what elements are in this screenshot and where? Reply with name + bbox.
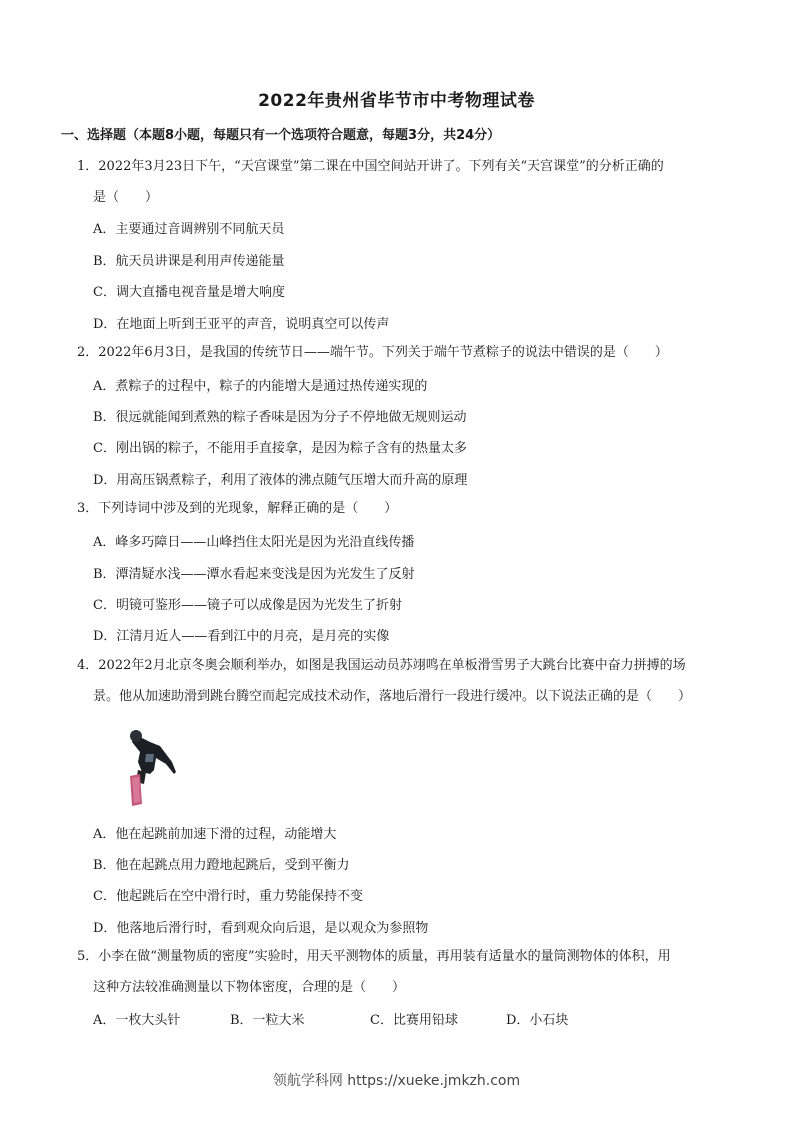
question-2-option-c: C．刚出锅的粽子，不能用手直接拿，是因为粽子含有的热量太多 xyxy=(93,441,467,456)
question-4-option-b: B．他在起跳点用力蹬地起跳后，受到平衡力 xyxy=(93,858,350,873)
footer-watermark: 领航学科网 https://xueke.jmkzh.com xyxy=(272,1073,521,1089)
question-3-stem: 3．下列诗词中涉及到的光现象，解释正确的是（ ） xyxy=(77,501,398,516)
question-5-option-c: C．比赛用铅球 xyxy=(370,1013,458,1028)
question-1 xyxy=(77,151,737,213)
question-1-stem-cont: 是（ ） xyxy=(93,190,159,205)
question-5-stem: 5．小李在做“测量物质的密度”实验时，用天平测物体的质量，再用装有适量水的量筒测物体的体积，用 xyxy=(77,949,671,964)
question-3-option-b: B．潭清疑水浅——潭水看起来变浅是因为光发生了反射 xyxy=(93,567,415,582)
question-4-option-c: C．他起跳后在空中滑行时，重力势能保持不变 xyxy=(93,889,363,904)
question-5-option-a: A．一枚大头针 xyxy=(93,1013,181,1028)
snowboarder-image xyxy=(120,724,190,806)
question-5-option-b: B．一粒大米 xyxy=(230,1013,305,1028)
question-5-options xyxy=(93,1009,568,1028)
question-3-option-d: D．江清月近人——看到江中的月亮，是月亮的实像 xyxy=(93,629,390,644)
question-4-stem-cont: 景。他从加速助滑到跳台腾空而起完成技术动作，落地后滑行一段进行缓冲。以下说法正确的是（ ） xyxy=(93,689,692,704)
question-1-stem: 1．2022年3月23日下午，“天宫课堂”第二课在中国空间站开讲了。下列有关“天宫课堂”的分析正确的 xyxy=(77,159,664,174)
question-2 xyxy=(77,337,737,368)
question-5 xyxy=(77,941,737,1003)
question-3-option-c: C．明镜可鉴形——镜子可以成像是因为光发生了折射 xyxy=(93,598,402,613)
question-1-option-d: D．在地面上听到王亚平的声音，说明真空可以传声 xyxy=(93,317,390,332)
question-4 xyxy=(77,650,737,712)
section-heading: 一、选择题（本题8小题，每题只有一个选项符合题意，每题3分，共24分） xyxy=(61,128,501,143)
question-2-option-a: A．煮粽子的过程中，粽子的内能增大是通过热传递实现的 xyxy=(93,379,428,394)
question-5-option-d: D．小石块 xyxy=(506,1013,569,1028)
question-3-option-a: A．峰多巧障日——山峰挡住太阳光是因为光沿直线传播 xyxy=(93,535,415,550)
question-2-stem: 2．2022年6月3日，是我国的传统节日——端午节。下列关于端午节煮粽子的说法中错误的是（ ） xyxy=(77,345,668,360)
question-1-option-a: A．主要通过音调辨别不同航天员 xyxy=(93,222,285,237)
question-4-option-d: D．他落地后滑行时，看到观众向后退，是以观众为参照物 xyxy=(93,921,429,936)
question-4-option-a: A．他在起跳前加速下滑的过程，动能增大 xyxy=(93,827,337,842)
question-1-option-b: B．航天员讲课是利用声传递能量 xyxy=(93,254,285,269)
exam-title: 2022年贵州省毕节市中考物理试卷 xyxy=(258,91,535,111)
question-2-option-d: D．用高压锅煮粽子，利用了液体的沸点随气压增大而升高的原理 xyxy=(93,473,468,488)
question-2-option-b: B．很远就能闻到煮熟的粽子香味是因为分子不停地做无规则运动 xyxy=(93,410,467,425)
question-1-option-c: C．调大直播电视音量是增大响度 xyxy=(93,285,285,300)
question-4-stem: 4．2022年2月北京冬奥会顺利举办，如图是我国运动员苏翊鸣在单板滑雪男子大跳台比赛中奋力拼搏的场 xyxy=(77,658,686,673)
question-5-stem-cont: 这种方法较准确测量以下物体密度，合理的是（ ） xyxy=(93,980,406,995)
question-3 xyxy=(77,493,737,524)
